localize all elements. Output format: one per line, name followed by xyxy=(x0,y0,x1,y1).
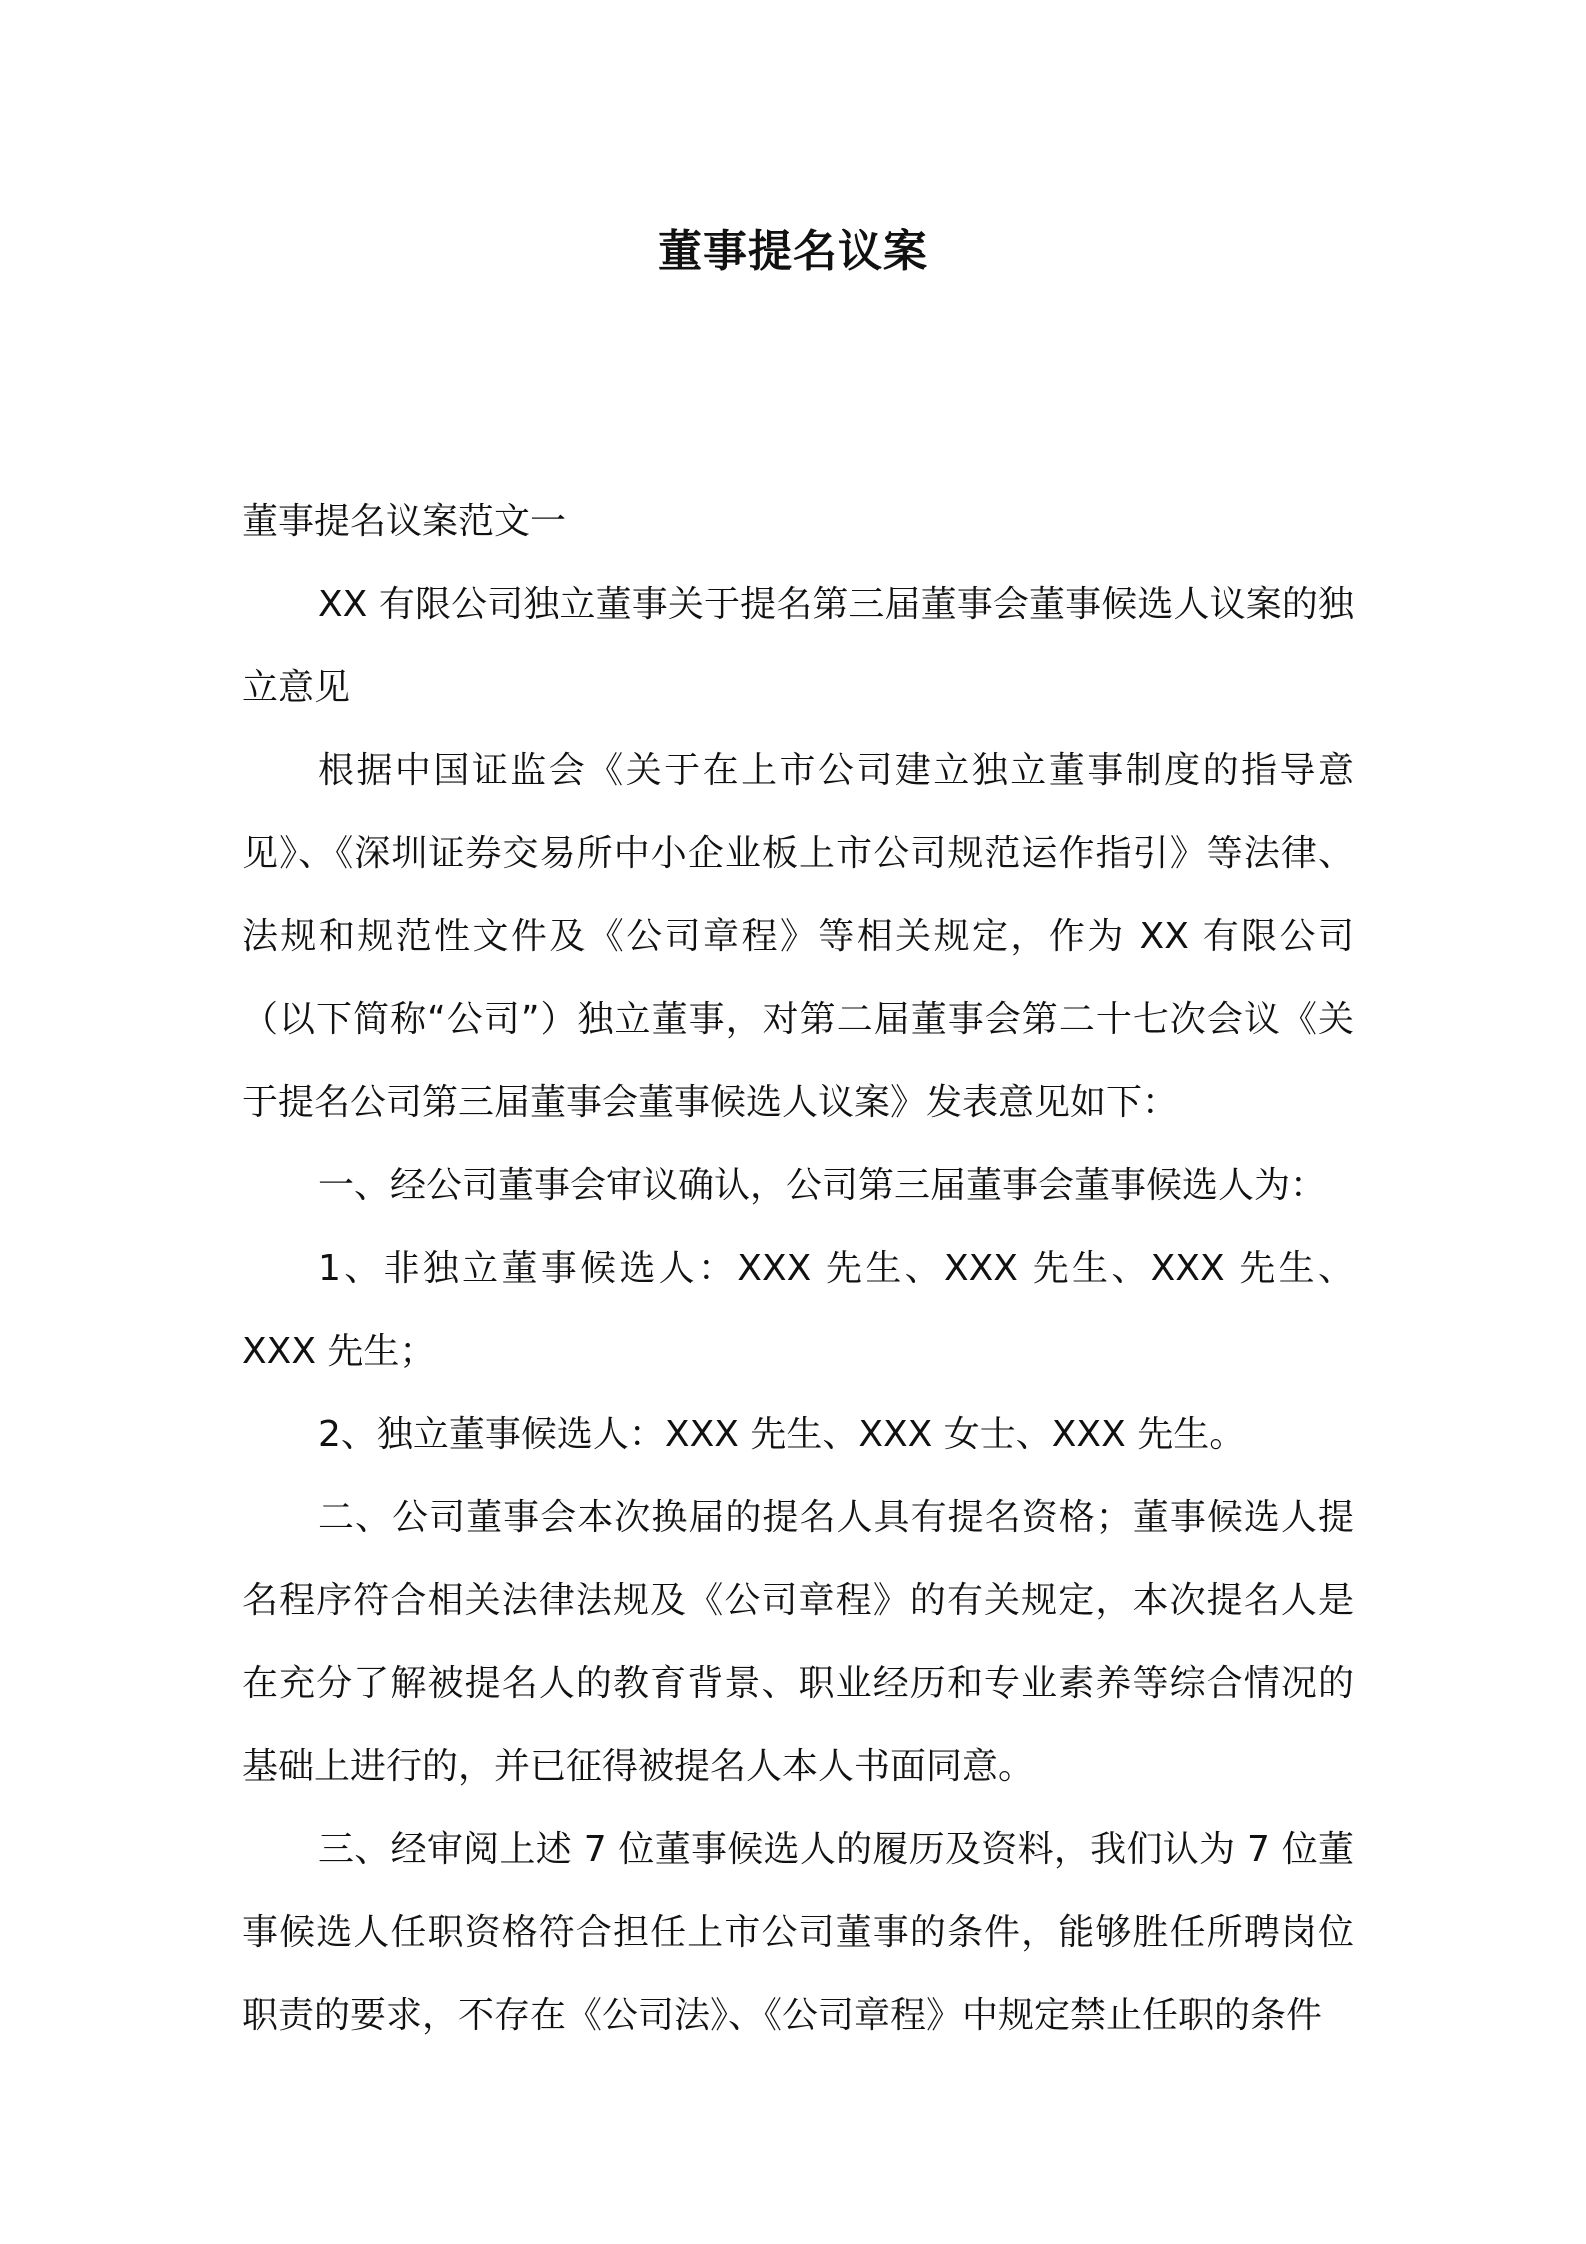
non-independent-candidates-paragraph: 1、非独立董事候选人：XXX 先生、XXX 先生、XXX 先生、XXX 先生； xyxy=(242,1248,1354,1372)
independent-candidates-paragraph: 2、独立董事候选人：XXX 先生、XXX 女士、XXX 先生。 xyxy=(318,1414,1246,1455)
basis-paragraph: 根据中国证监会《关于在上市公司建立独立董事制度的指导意见》、《深圳证券交易所中小企业板上市公司规范运作指引》等法律、法规和规范性文件及《公司章程》等相关规定，作为 XX 有限公司（以下简称“公司”）独立董事，对第二届董事会第二十七次会议《关于提名公司第三届董事会董事候选人议案》发表意见如下： xyxy=(242,750,1354,1123)
document-title: 董事提名议案 xyxy=(658,226,928,277)
item-two-paragraph: 二、公司董事会本次换届的提名人具有提名资格；董事候选人提名程序符合相关法律法规及《公司章程》的有关规定，本次提名人是在充分了解被提名人的教育背景、职业经历和专业素养等综合情况的基础上进行的，并已征得被提名人本人书面同意。 xyxy=(242,1497,1354,1787)
opinion-heading-paragraph: XX 有限公司独立董事关于提名第三届董事会董事候选人议案的独立意见 xyxy=(242,584,1354,708)
item-three-paragraph: 三、经审阅上述 7 位董事候选人的履历及资料，我们认为 7 位董事候选人任职资格符合担任上市公司董事的条件，能够胜任所聘岗位职责的要求，不存在《公司法》、《公司章程》中规定禁止任职的条件 xyxy=(242,1829,1354,2036)
document-body xyxy=(242,480,1354,2057)
item-one-paragraph: 一、经公司董事会审议确认，公司第三届董事会董事候选人为： xyxy=(318,1165,1327,1206)
subtitle-paragraph: 董事提名议案范文一 xyxy=(242,501,567,542)
